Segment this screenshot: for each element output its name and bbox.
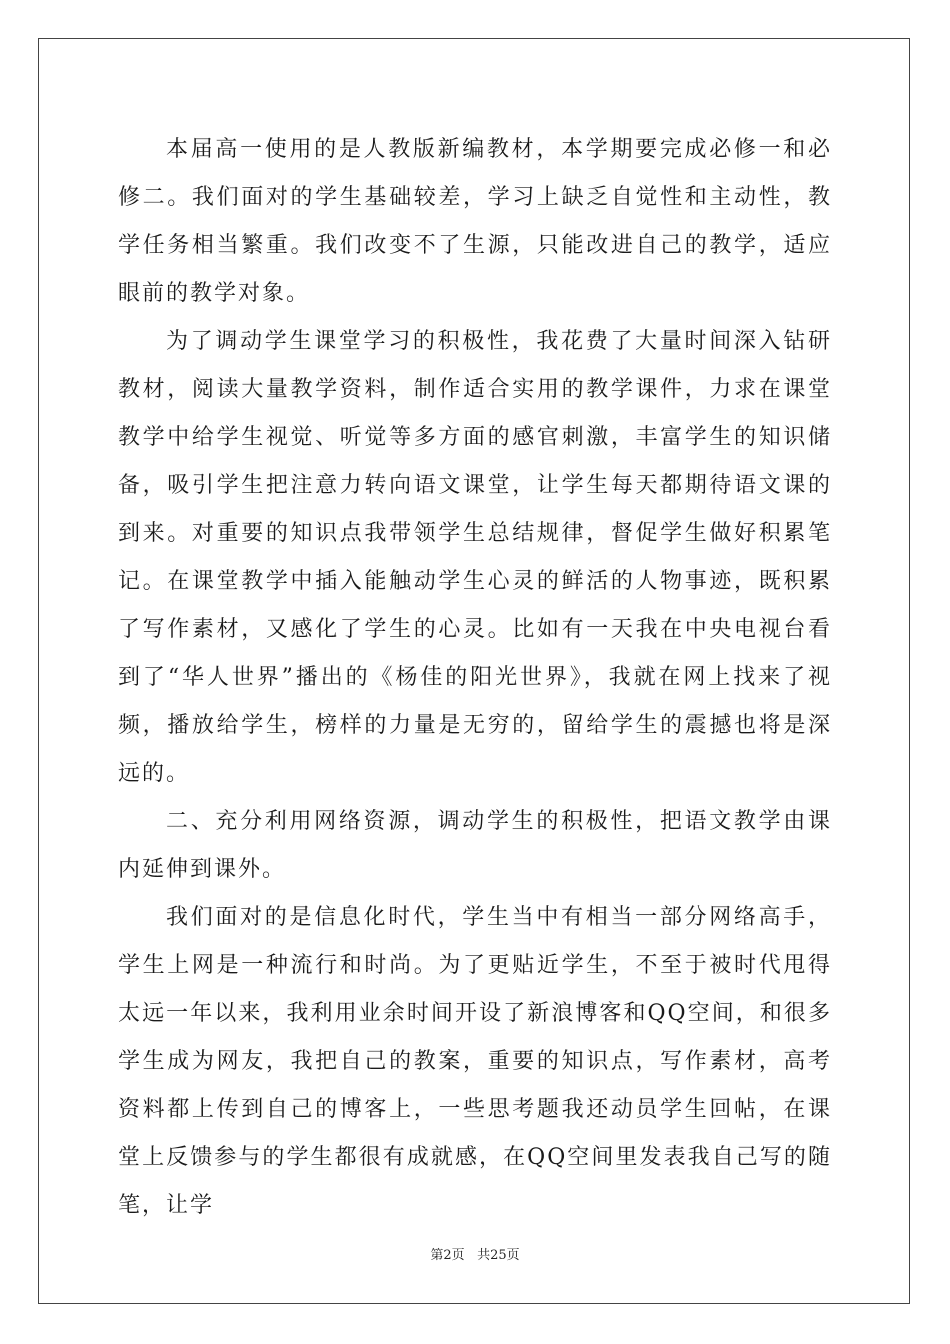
page-total: 共25页 — [477, 1248, 520, 1263]
page-footer — [0, 1244, 950, 1263]
page-number: 第2页 — [430, 1248, 465, 1263]
paragraph-3-heading: 二、充分利用网络资源，调动学生的积极性，把语文教学由课内延伸到课外。 — [118, 809, 832, 882]
paragraph-2: 为了调动学生课堂学习的积极性，我花费了大量时间深入钻研教材，阅读大量教学资料，制作适合实用的教学课件，力求在课堂教学中给学生视觉、听觉等多方面的感官刺激，丰富学生的知识储备，吸引学生把注意力转向语文课堂，让学生每天都期待语文课的到来。对重要的知识点我带领学生总结规律，督促学生做好积累笔记。在课堂教学中插入能触动学生心灵的鲜活的人物事迹，既积累了写作素材，又感化了学生的心灵。比如有一天我在中央电视台看到了“华人世界”播出的《杨佳的阳光世界》，我就在网上找来了视频，播放给学生，榜样的力量是无穷的，留给学生的震撼也将是深远的。 — [118, 329, 832, 786]
paragraph-1: 本届高一使用的是人教版新编教材，本学期要完成必修一和必修二。我们面对的学生基础较差，学习上缺乏自觉性和主动性，教学任务相当繁重。我们改变不了生源，只能改进自己的教学，适应眼前的教学对象。 — [118, 137, 832, 306]
paragraph-4: 我们面对的是信息化时代，学生当中有相当一部分网络高手，学生上网是一种流行和时尚。为了更贴近学生，不至于被时代甩得太远一年以来，我利用业余时间开设了新浪博客和QQ空间，和很多学生成为网友，我把自己的教案，重要的知识点，写作素材，高考资料都上传到自己的博客上，一些思考题我还动员学生回帖，在课堂上反馈参与的学生都很有成就感，在QQ空间里发表我自己写的随笔，让学 — [118, 905, 832, 1218]
document-body — [118, 126, 832, 1230]
